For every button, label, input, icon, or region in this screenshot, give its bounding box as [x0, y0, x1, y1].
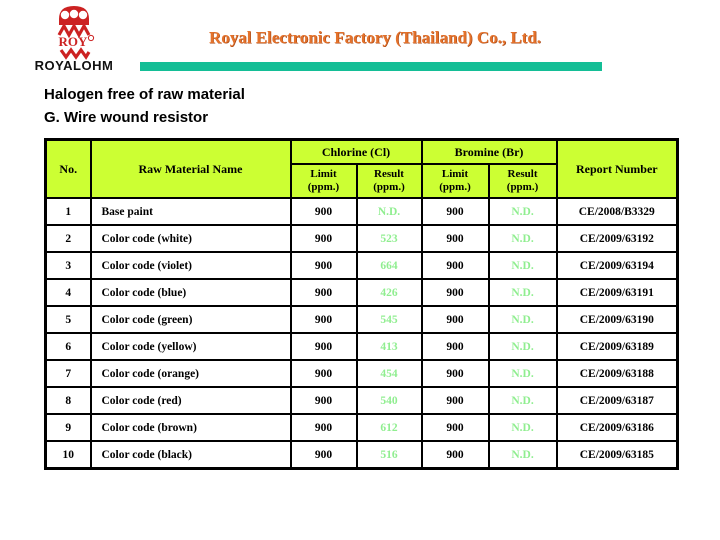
ppm-label: (ppm.): [373, 181, 405, 193]
cell-name: Color code (orange): [91, 360, 291, 387]
col-header-raw-material-name: Raw Material Name: [91, 140, 291, 199]
cell-cl_result: 516: [357, 441, 422, 469]
cell-report: CE/2009/63185: [557, 441, 678, 469]
ppm-label: (ppm.): [506, 181, 539, 193]
cell-report: CE/2009/63187: [557, 387, 678, 414]
table-row: [46, 360, 678, 387]
cell-br_result: N.D.: [489, 441, 557, 469]
royalohm-brand-text: ROYALOHM: [34, 58, 114, 73]
cell-report: CE/2009/63190: [557, 306, 678, 333]
table-row: [46, 387, 678, 414]
cell-cl_result: 612: [357, 414, 422, 441]
cell-name: Color code (violet): [91, 252, 291, 279]
cell-cl_limit: 900: [291, 333, 357, 360]
result-label: Result: [507, 168, 538, 180]
cell-name: Color code (red): [91, 387, 291, 414]
cell-br_result: N.D.: [489, 333, 557, 360]
cell-report: CE/2009/63189: [557, 333, 678, 360]
cell-report: CE/2008/B3329: [557, 198, 678, 225]
cell-cl_result: 523: [357, 225, 422, 252]
cell-cl_limit: 900: [291, 414, 357, 441]
cell-no: 9: [46, 414, 91, 441]
table-header: [46, 140, 678, 199]
cell-br_limit: 900: [422, 441, 489, 469]
cell-br_result: N.D.: [489, 225, 557, 252]
ppm-label: (ppm.): [307, 181, 340, 193]
col-header-no: No.: [46, 140, 91, 199]
col-header-bromine: Bromine (Br): [422, 140, 557, 165]
cell-no: 7: [46, 360, 91, 387]
cell-report: CE/2009/63186: [557, 414, 678, 441]
cell-name: Color code (white): [91, 225, 291, 252]
heading-wire-wound-resistor: G. Wire wound resistor: [44, 109, 209, 126]
table-body: [46, 198, 678, 469]
col-header-cl-limit: [291, 164, 357, 198]
col-header-br-result: [489, 164, 557, 198]
table-row: [46, 225, 678, 252]
cell-br_result: N.D.: [489, 414, 557, 441]
cell-no: 10: [46, 441, 91, 469]
cell-cl_limit: 900: [291, 306, 357, 333]
cell-br_result: N.D.: [489, 306, 557, 333]
cell-cl_result: 664: [357, 252, 422, 279]
cell-br_result: N.D.: [489, 252, 557, 279]
cell-br_limit: 900: [422, 225, 489, 252]
cell-br_result: N.D.: [489, 198, 557, 225]
cell-name: Base paint: [91, 198, 291, 225]
cell-no: 2: [46, 225, 91, 252]
cell-report: CE/2009/63188: [557, 360, 678, 387]
cell-report: CE/2009/63191: [557, 279, 678, 306]
cell-cl_limit: 900: [291, 360, 357, 387]
cell-no: 5: [46, 306, 91, 333]
cell-no: 4: [46, 279, 91, 306]
cell-cl_result: 454: [357, 360, 422, 387]
limit-label: Limit: [310, 168, 337, 180]
cell-cl_result: 540: [357, 387, 422, 414]
cell-br_limit: 900: [422, 252, 489, 279]
svg-text:ROY: ROY: [58, 34, 88, 49]
cell-cl_limit: 900: [291, 225, 357, 252]
cell-cl_limit: 900: [291, 279, 357, 306]
cell-br_result: N.D.: [489, 360, 557, 387]
cell-cl_result: 413: [357, 333, 422, 360]
cell-br_limit: 900: [422, 414, 489, 441]
royalohm-emblem-icon: [42, 4, 106, 60]
cell-cl_result: 426: [357, 279, 422, 306]
table-row: [46, 252, 678, 279]
table-row: [46, 441, 678, 469]
cell-br_limit: 900: [422, 198, 489, 225]
cell-br_limit: 900: [422, 306, 489, 333]
cell-no: 8: [46, 387, 91, 414]
cell-no: 6: [46, 333, 91, 360]
cell-name: Color code (black): [91, 441, 291, 469]
cell-name: Color code (brown): [91, 414, 291, 441]
cell-cl_limit: 900: [291, 252, 357, 279]
table-row: [46, 306, 678, 333]
royalohm-logo: [28, 4, 120, 73]
cell-br_result: N.D.: [489, 279, 557, 306]
cell-no: 3: [46, 252, 91, 279]
halogen-table-wrapper: [44, 138, 679, 470]
result-label: Result: [374, 168, 404, 180]
cell-cl_limit: 900: [291, 441, 357, 469]
company-title: Royal Electronic Factory (Thailand) Co., Ltd.: [208, 28, 542, 47]
cell-report: CE/2009/63194: [557, 252, 678, 279]
cell-br_limit: 900: [422, 387, 489, 414]
cell-no: 1: [46, 198, 91, 225]
table-row: [46, 333, 678, 360]
col-header-cl-result: [357, 164, 422, 198]
table-row: [46, 414, 678, 441]
title-underline-bar: [140, 62, 602, 71]
cell-br_limit: 900: [422, 279, 489, 306]
cell-name: Color code (blue): [91, 279, 291, 306]
col-header-report-number: Report Number: [557, 140, 678, 199]
cell-cl_limit: 900: [291, 387, 357, 414]
cell-cl_result: N.D.: [357, 198, 422, 225]
cell-cl_limit: 900: [291, 198, 357, 225]
heading-halogen-free: Halogen free of raw material: [44, 86, 245, 103]
cell-br_limit: 900: [422, 333, 489, 360]
table-row: [46, 198, 678, 225]
cell-br_limit: 900: [422, 360, 489, 387]
cell-cl_result: 545: [357, 306, 422, 333]
cell-br_result: N.D.: [489, 387, 557, 414]
ppm-label: (ppm.): [439, 181, 471, 193]
col-header-br-limit: [422, 164, 489, 198]
cell-name: Color code (yellow): [91, 333, 291, 360]
halogen-table: [44, 138, 679, 470]
table-row: [46, 279, 678, 306]
limit-label: Limit: [441, 168, 469, 180]
cell-name: Color code (green): [91, 306, 291, 333]
col-header-chlorine: Chlorine (Cl): [291, 140, 422, 165]
cell-report: CE/2009/63192: [557, 225, 678, 252]
